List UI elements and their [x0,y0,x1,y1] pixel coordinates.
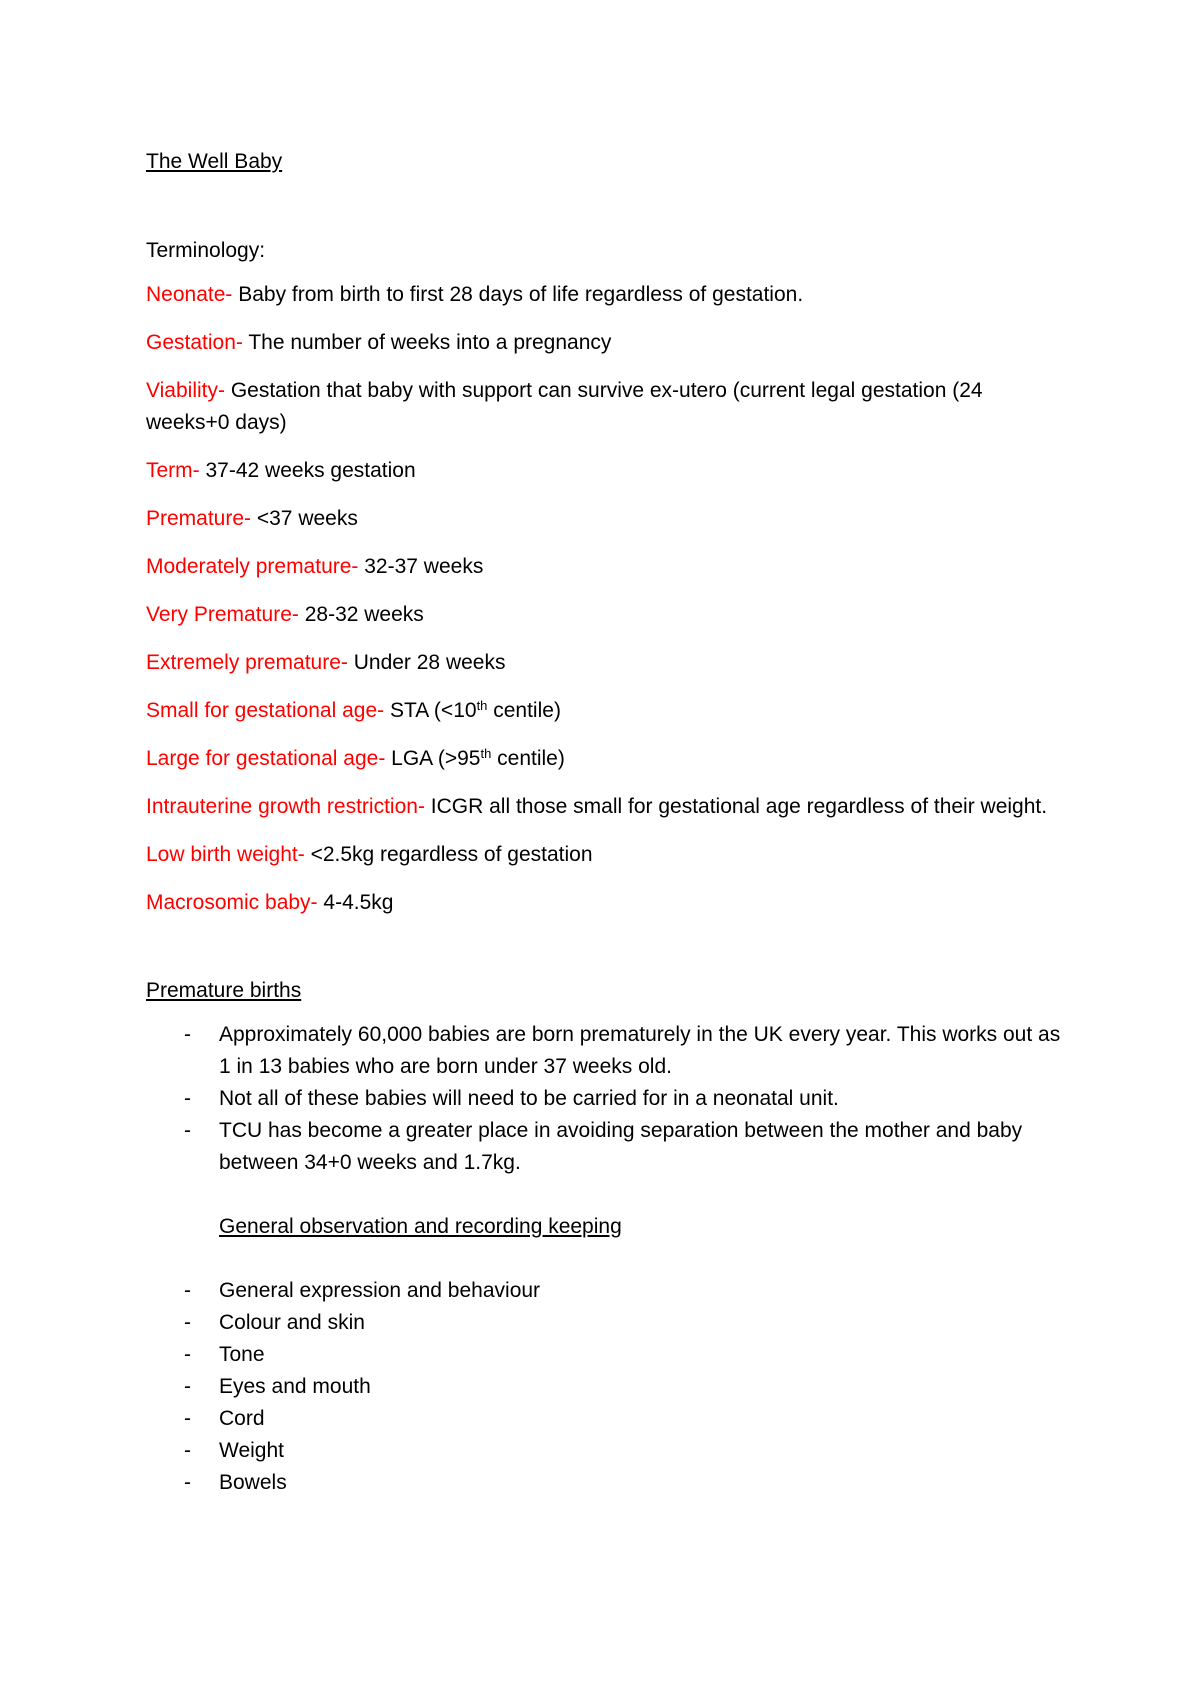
list-item [146,1371,1066,1403]
term-definition: 4-4.5kg [317,891,394,914]
dash-bullet: - [184,1439,191,1462]
term-item [146,551,1066,583]
spacer [146,178,1066,235]
list-item-text: Colour and skin [219,1311,365,1334]
dash-bullet: - [184,1311,191,1334]
spacer [146,935,1066,975]
list-item [146,1019,1066,1083]
premature-births-heading: Premature births [146,979,302,1002]
terms-list [146,279,1066,919]
list-item [146,1307,1066,1339]
general-observation-heading: General observation and recording keeping [219,1215,622,1238]
dash-bullet: - [184,1471,191,1494]
term-item [146,743,1066,775]
term-definition: 28-32 weeks [298,603,424,626]
spacer [146,1179,1066,1211]
list-item-text: Bowels [219,1471,287,1494]
term-name: Large for gestational age- [146,747,386,770]
premature-births-list [146,1019,1066,1179]
list-item-text: Not all of these babies will need to be carried for in a neonatal unit. [219,1087,839,1110]
dash-bullet: - [184,1119,191,1142]
term-definition: Baby from birth to first 28 days of life regardless of gestation. [232,283,804,306]
list-item [146,1083,1066,1115]
dash-bullet: - [184,1279,191,1302]
term-item [146,503,1066,535]
term-definition: Gestation that baby with support can survive ex-utero (current legal gestation (24 weeks+0 days) [146,379,983,434]
term-definition: 32-37 weeks [358,555,484,578]
term-item [146,695,1066,727]
term-definition: <2.5kg regardless of gestation [304,843,593,866]
term-name: Moderately premature- [146,555,359,578]
list-item-text: TCU has become a greater place in avoiding separation between the mother and baby between 34+0 weeks and 1.7kg. [219,1119,1023,1174]
ordinal-suffix: th [476,698,488,713]
term-name: Extremely premature- [146,651,348,674]
term-name: Small for gestational age- [146,699,385,722]
list-item [146,1339,1066,1371]
dash-bullet: - [184,1087,191,1110]
term-item [146,327,1066,359]
term-definition-tail: centile) [491,747,565,770]
ordinal-suffix: th [480,746,492,761]
term-name: Viability- [146,379,225,402]
terminology-label: Terminology: [146,239,266,262]
term-item [146,647,1066,679]
list-item-text: Weight [219,1439,284,1462]
list-item-text: Cord [219,1407,265,1430]
term-item [146,599,1066,631]
term-item [146,839,1066,871]
term-definition: Under 28 weeks [347,651,506,674]
list-item [146,1467,1066,1499]
dash-bullet: - [184,1407,191,1430]
observation-list [146,1275,1066,1499]
term-item [146,791,1066,823]
spacer [146,1243,1066,1275]
term-name: Premature- [146,507,252,530]
term-name: Very Premature- [146,603,299,626]
list-item-text: Tone [219,1343,265,1366]
term-item [146,375,1066,439]
term-item [146,455,1066,487]
term-name: Term- [146,459,200,482]
term-definition: ICGR all those small for gestational age regardless of their weight. [424,795,1048,818]
term-definition: 37-42 weeks gestation [199,459,416,482]
term-definition: The number of weeks into a pregnancy [242,331,612,354]
dash-bullet: - [184,1023,191,1046]
term-item [146,279,1066,311]
dash-bullet: - [184,1343,191,1366]
term-definition-tail: centile) [487,699,561,722]
term-definition: <37 weeks [251,507,358,530]
term-name: Neonate- [146,283,233,306]
list-item-text: Approximately 60,000 babies are born prematurely in the UK every year. This works out as 1 in 13 babies who are born under 37 weeks old. [219,1023,1061,1078]
list-item-text: General expression and behaviour [219,1279,541,1302]
term-name: Macrosomic baby- [146,891,318,914]
document-body [146,146,1066,1499]
term-definition: LGA (>95 [385,747,481,770]
term-definition: STA (<10 [384,699,477,722]
list-item [146,1275,1066,1307]
list-item-text: Eyes and mouth [219,1375,371,1398]
term-name: Gestation- [146,331,243,354]
list-item [146,1403,1066,1435]
term-name: Intrauterine growth restriction- [146,795,425,818]
document-title: The Well Baby [146,150,283,173]
term-item [146,887,1066,919]
dash-bullet: - [184,1375,191,1398]
term-name: Low birth weight- [146,843,305,866]
list-item [146,1435,1066,1467]
list-item [146,1115,1066,1179]
